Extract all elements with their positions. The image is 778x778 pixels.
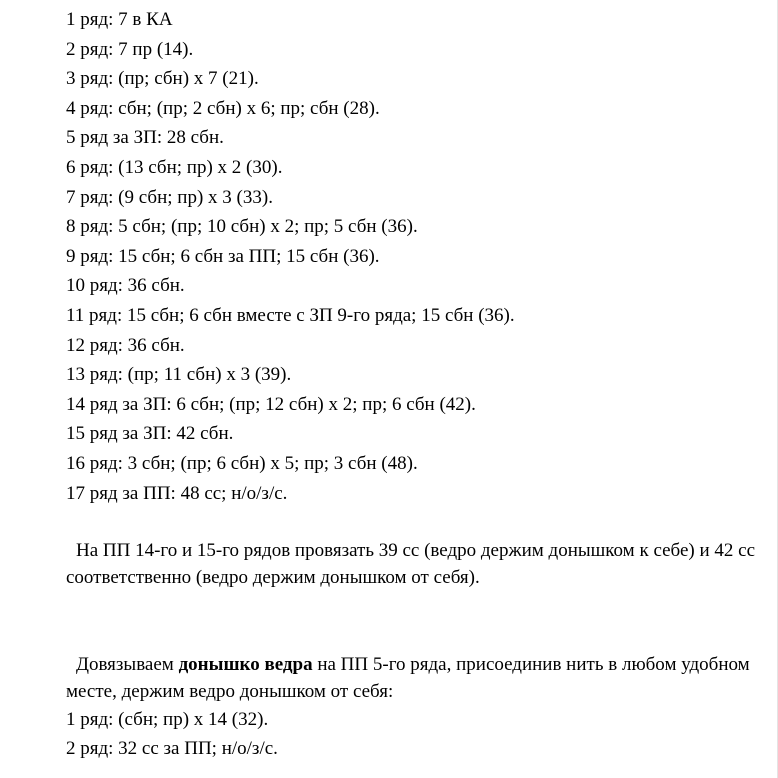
intro-text-bold: донышко ведра [178,654,313,675]
pattern-row: 5 ряд за ЗП: 28 сбн. [66,127,224,149]
pattern-row: 1 ряд: (сбн; пр) х 14 (32). [66,709,269,730]
pattern-row: 1 ряд: 7 в КА [66,9,173,30]
pattern-rows [66,5,766,508]
pattern-row: 14 ряд за ЗП: 6 сбн; (пр; 12 сбн) х 2; пр; 6 сбн (42). [66,393,476,415]
pattern-row: 13 ряд: (пр; 11 сбн) х 3 (39). [66,364,292,386]
pattern-row: 9 ряд: 15 сбн; 6 сбн за ПП; 15 сбн (36). [66,245,380,267]
pattern-row: 8 ряд: 5 сбн; (пр; 10 сбн) х 2; пр; 5 сбн (36). [66,216,418,238]
bottom-rows [66,705,766,763]
pattern-row: 15 ряд за ЗП: 42 сбн. [66,423,234,445]
pattern-row: 4 ряд: сбн; (пр; 2 сбн) х 6; пр; сбн (28). [66,97,380,119]
pattern-row: 11 ряд: 15 сбн; 6 сбн вместе с ЗП 9-го ряда; 15 сбн (36). [66,304,515,326]
pattern-row: 2 ряд: 7 пр (14). [66,38,194,60]
pattern-row: 16 ряд: 3 сбн; (пр; 6 сбн) х 5; пр; 3 сбн (48). [66,452,418,474]
pattern-row: 10 ряд: 36 сбн. [66,275,185,297]
pattern-row: 12 ряд: 36 сбн. [66,334,185,356]
paragraph-side-rows: На ПП 14-го и 15-го рядов провязать 39 сс (ведро держим донышком к себе) и 42 сс соответственно (ведро держим донышком от себя). [66,540,755,588]
intro-text-before: Довязываем [76,654,179,675]
pattern-row: 7 ряд: (9 сбн; пр) х 3 (33). [66,186,273,208]
paragraph-bottom-intro [66,651,756,705]
intro-text-after: на ПП 5-го ряда, присоединив нить в любом удобном месте, держим ведро донышком от себя: [66,654,750,702]
pattern-row: 17 ряд за ПП: 48 сс; н/о/з/с. [66,482,288,504]
pattern-row: 3 ряд: (пр; сбн) х 7 (21). [66,68,259,90]
pattern-row: 6 ряд: (13 сбн; пр) х 2 (30). [66,156,283,178]
pattern-row: 2 ряд: 32 сс за ПП; н/о/з/с. [66,738,278,759]
